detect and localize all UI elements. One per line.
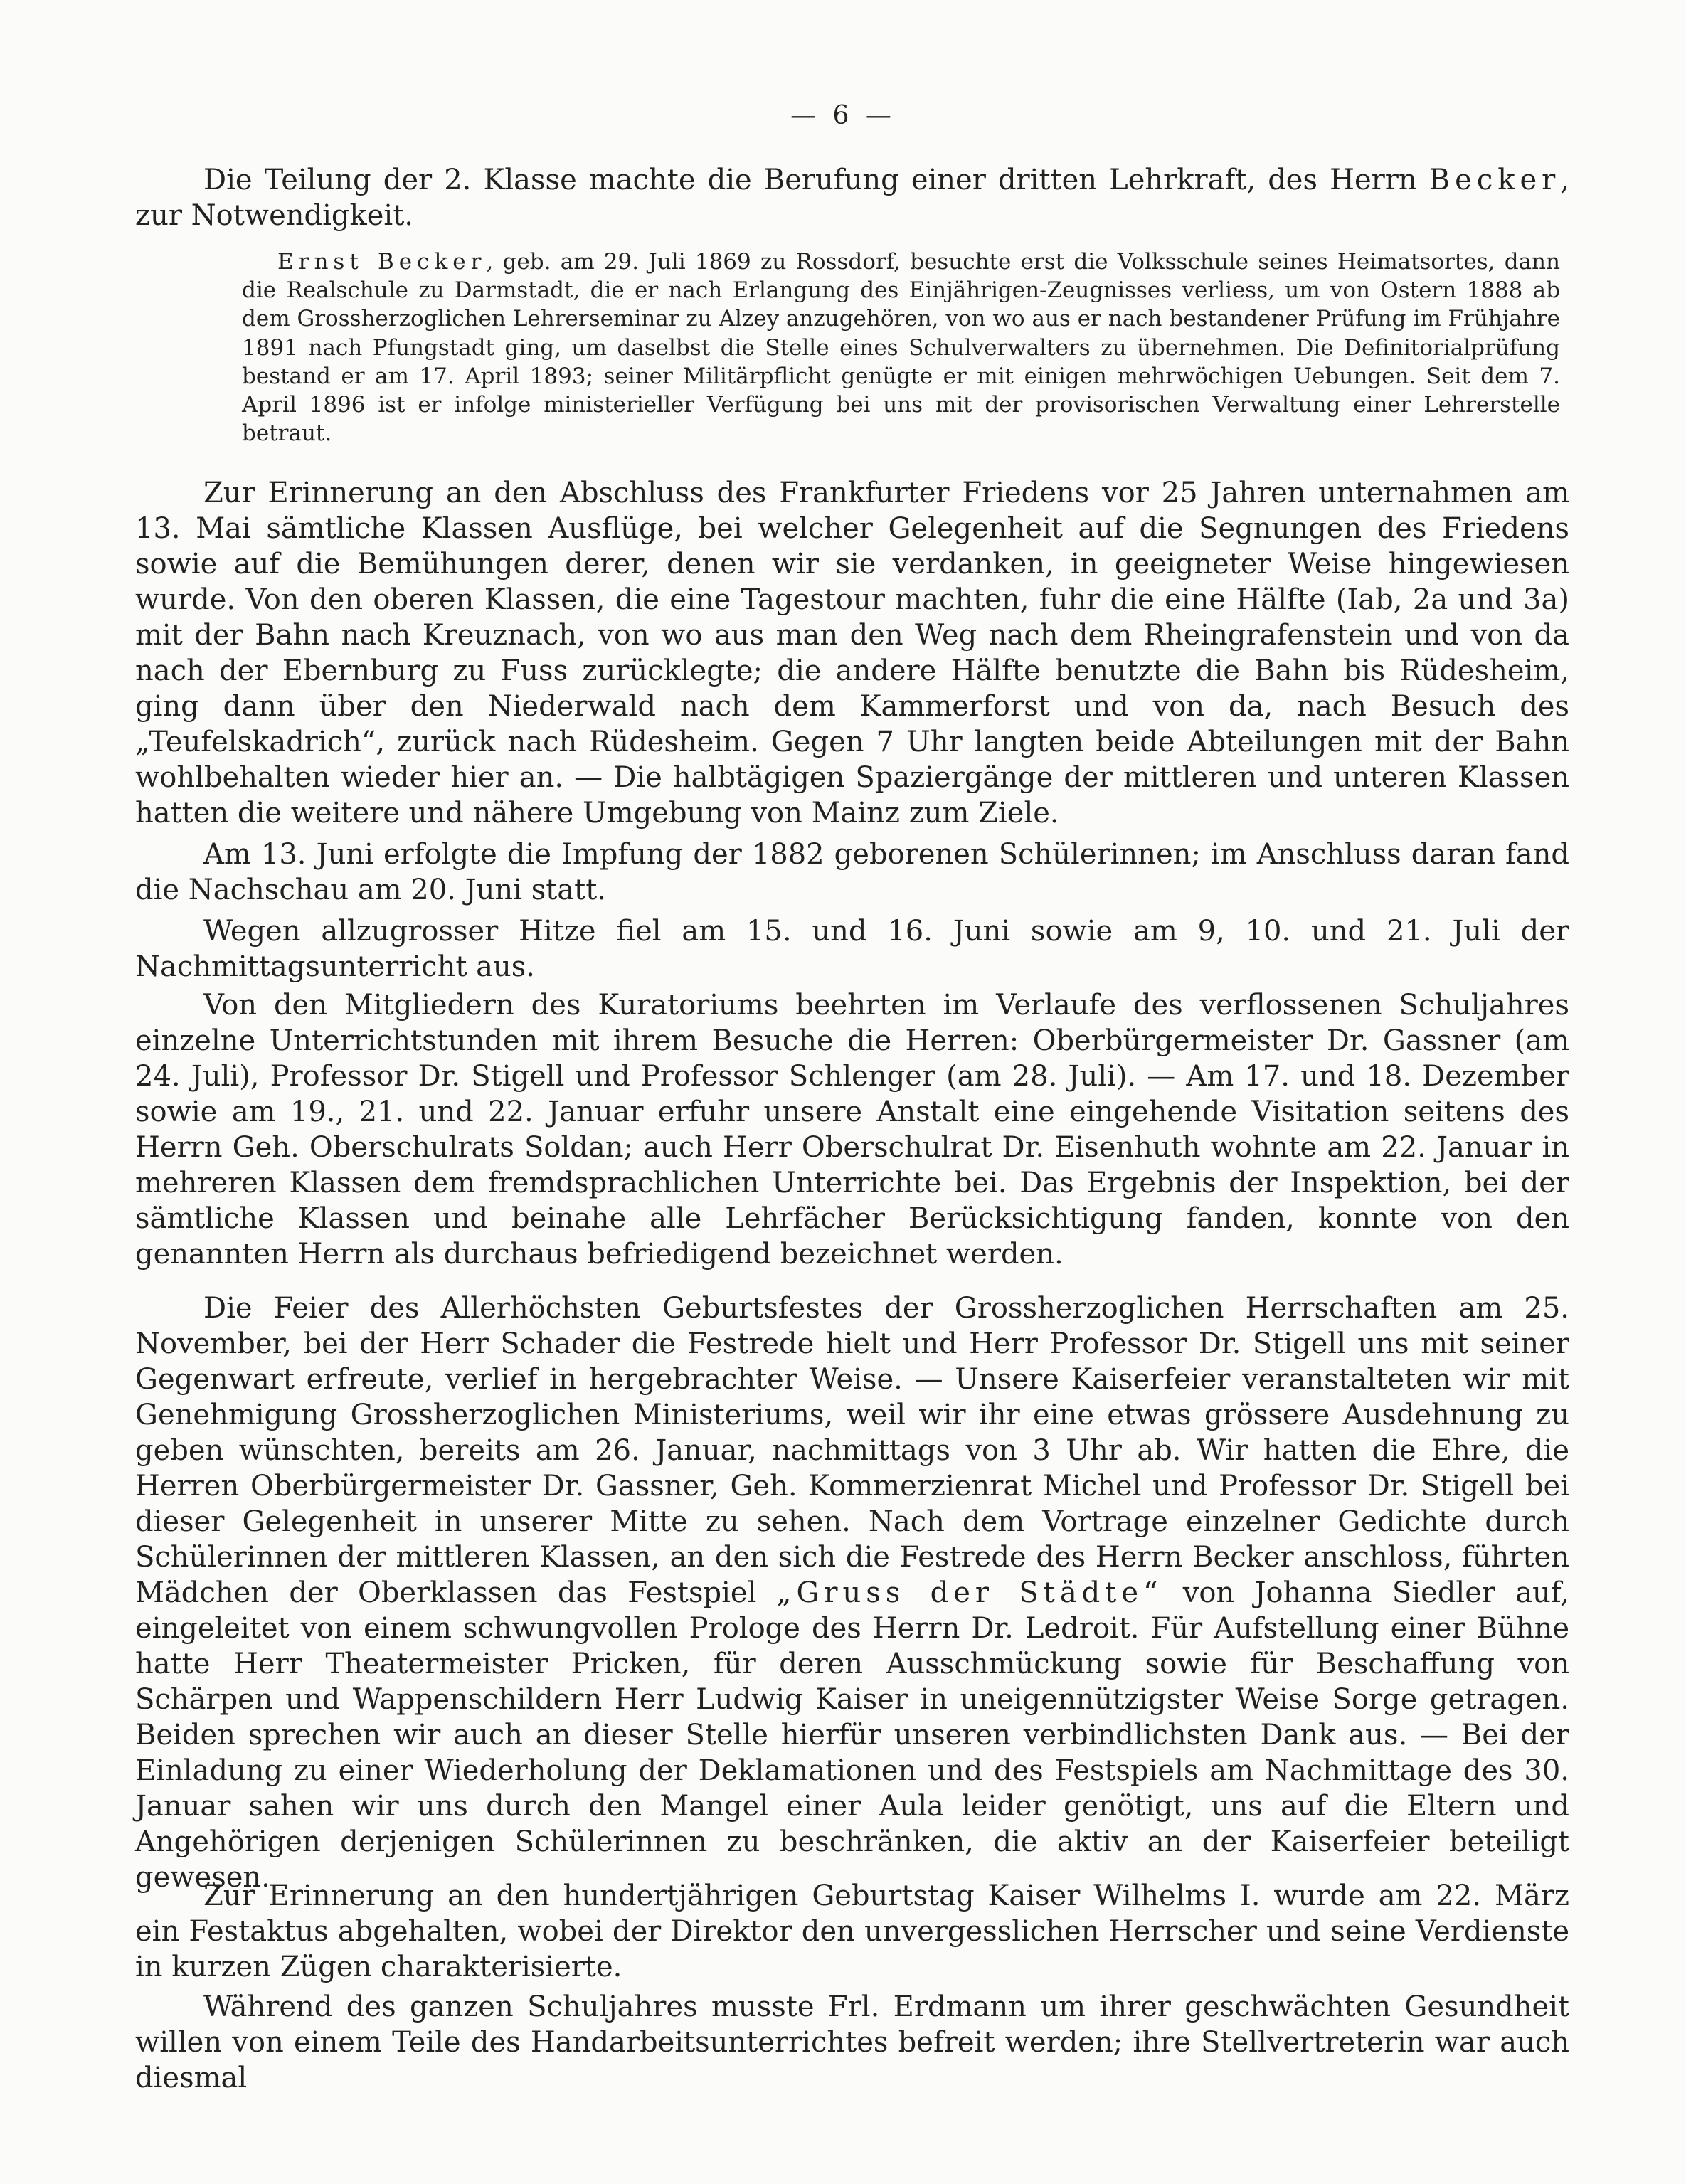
paragraph-text: Die Feier des Allerhöchsten Geburtsfestes der Grossherzoglichen Herrschaften am 25. November, bei der Herr Schader die Festrede hielt und Herr Professor Dr. Stigell uns mit seiner Gegenwart erfreute, verlief in hergebrachter Weise. — Unsere Kaiserfeier veranstalteten wir mit Genehmigung Grossherzoglichen Ministeriums, weil wir ihr eine etwas grössere Ausdehnung zu geben wünschten, bereits am 26. Januar, nachmittags von 3 Uhr ab. Wir hatten die Ehre, die Herren Oberbürgermeister Dr. Gassner, Geh. Kommerzienrat Michel und Professor Dr. Stigell bei dieser Gelegenheit in unserer Mitte zu sehen. Nach dem Vortrage einzelner Gedichte durch Schülerinnen der mittleren Klassen, an den sich die Festrede des Herrn Becker anschloss, führten Mädchen der Oberklassen das Festspiel: [135, 1292, 1569, 1609]
name-becker: Becker: [1428, 164, 1561, 196]
paragraph-text: , zur Notwendigkeit.: [135, 164, 1569, 232]
paragraph-teilung: [135, 162, 1569, 233]
paragraph-impfung: Am 13. Juni erfolgte die Impfung der 1882 geborenen Schülerinnen; im Anschluss daran fand die Nachschau am 20. Juni statt.: [135, 838, 1569, 906]
bio-name: Ernst Becker: [277, 249, 487, 275]
paragraph-text: von Johanna Siedler auf, eingeleitet von einem schwungvollen Prologe des Herrn Dr. Ledroit. Für Aufstellung einer Bühne hatte Herr Theatermeister Pricken, für deren Ausschmückung sowie für Beschaffung von Schärpen und Wappenschildern Herr Ludwig Kaiser in uneigennützigster Weise Sorge getragen. Beiden sprechen wir auch an dieser Stelle hierfür unseren verbindlichsten Dank aus. — Bei der Einladung zu einer Wiederholung der Deklamationen und des Festspiels am Nachmittage des 30. Januar sahen wir uns durch den Mangel einer Aula leider genötigt, uns auf die Eltern und Angehörigen derjenigen Schülerinnen zu beschränken, die aktiv an der Kaiserfeier beteiligt gewesen.: [135, 1576, 1569, 1894]
page-number: — 6 —: [790, 101, 896, 130]
title-gruss-der-staedte: „Gruss der Städte“: [776, 1576, 1163, 1609]
biography-note: [242, 248, 1560, 447]
bio-text: , geb. am 29. Juli 1869 zu Rossdorf, besuchte erst die Volksschule seines Heimatsortes, dann die Realschule zu Darmstadt, die er nach Erlangung des Einjährigen-Zeugnisses verliess, um von Ostern 1888 ab dem Grossherzoglichen Lehrerseminar zu Alzey anzugehören, von wo aus er nach bestandener Prüfung im Frühjahre 1891 nach Pfungstadt ging, um daselbst die Stelle eines Schulverwalters zu übernehmen. Die Definitorialprüfung bestand er am 17. April 1893; seiner Militärpflicht genügte er mit einigen mehrwöchigen Uebungen. Seit dem 7. April 1896 ist er infolge ministerieller Verfügung bei uns mit der provisorischen Verwaltung einer Lehrerstelle betraut.: [242, 249, 1560, 447]
paragraph-feier: [135, 1290, 1569, 1895]
paragraph-hitze: Wegen allzugrosser Hitze fiel am 15. und 16. Juni sowie am 9, 10. und 21. Juli der Nachmittagsunterricht aus.: [135, 915, 1569, 983]
paragraph-frankfurter-frieden: Zur Erinnerung an den Abschluss des Frankfurter Friedens vor 25 Jahren unternahmen am 13. Mai sämtliche Klassen Ausflüge, bei welcher Gelegenheit auf die Segnungen des Friedens sowie auf die Bemühungen derer, denen wir sie verdanken, in geeigneter Weise hingewiesen wurde. Von den oberen Klassen, die eine Tagestour machten, fuhr die eine Hälfte (Iab, 2a und 3a) mit der Bahn nach Kreuznach, von wo aus man den Weg nach dem Rheingrafenstein und von da nach der Ebernburg zu Fuss zurücklegte; die andere Hälfte benutzte die Bahn bis Rüdesheim, ging dann über den Niederwald nach dem Kammerforst und von da, nach Besuch des „Teufelskadrich“, zurück nach Rüdesheim. Gegen 7 Uhr langten beide Abteilungen mit der Bahn wohlbehalten wieder hier an. — Die halbtägigen Spaziergänge der mittleren und unteren Klassen hatten die weitere und nähere Umgebung von Mainz zum Ziele.: [135, 477, 1569, 829]
paragraph-text: Die Teilung der 2. Klasse machte die Berufung einer dritten Lehrkraft, des Herrn: [203, 164, 1429, 196]
paragraph-kuratorium: Von den Mitgliedern des Kuratoriums beehrten im Verlaufe des verflossenen Schuljahres einzelne Unterrichtstunden mit ihrem Besuche die Herren: Oberbürgermeister Dr. Gassner (am 24. Juli), Professor Dr. Stigell und Professor Schlenger (am 28. Juli). — Am 17. und 18. Dezember sowie am 19., 21. und 22. Januar erfuhr unsere Anstalt eine eingehende Visitation seitens des Herrn Geh. Oberschulrats Soldan; auch Herr Oberschulrat Dr. Eisenhuth wohnte am 22. Januar in mehreren Klassen dem fremdsprachlichen Unterrichte bei. Das Ergebnis der Inspektion, bei der sämtliche Klassen und beinahe alle Lehrfächer Berücksichtigung fanden, konnte von den genannten Herrn als durchaus befriedigend bezeichnet werden.: [135, 989, 1569, 1271]
paragraph-kaiser-wilhelm: Zur Erinnerung an den hundertjährigen Geburtstag Kaiser Wilhelms I. wurde am 22. März ein Festaktus abgehalten, wobei der Direktor den unvergesslichen Herrscher und seine Verdienste in kurzen Zügen charakterisierte.: [135, 1880, 1569, 1983]
paragraph-erdmann: Während des ganzen Schuljahres musste Frl. Erdmann um ihrer geschwächten Gesundheit willen von einem Teile des Handarbeitsunterrichtes befreit werden; ihre Stellvertreterin war auch diesmal: [135, 1990, 1569, 2094]
